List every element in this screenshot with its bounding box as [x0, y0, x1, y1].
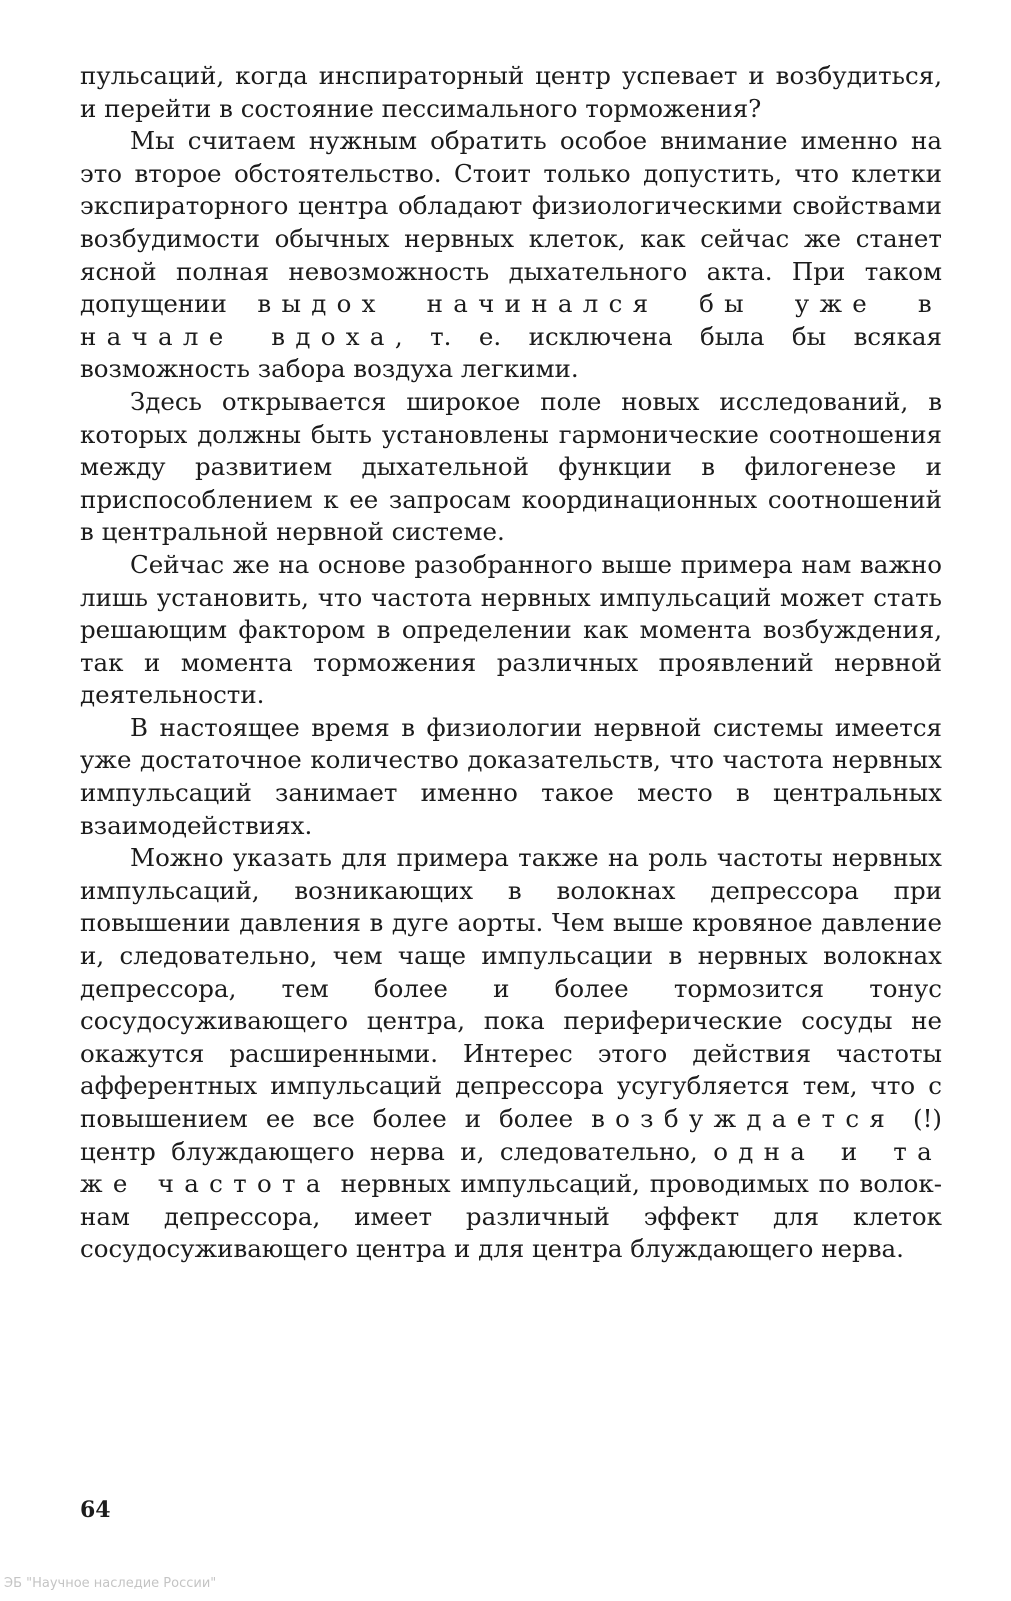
paragraph-4 — [80, 549, 942, 712]
text-run: Здесь открывается широкое поле новых исследований, в которых должны быть установлены гармонические соотношения между развитием дыхательной функции в филогенезе и приспособлением к ее запросам координационных соотношений в центральной нервной системе. — [80, 386, 942, 547]
watermark: ЭБ "Научное наследие России" — [4, 1576, 217, 1591]
page-number: 64 — [80, 1497, 111, 1523]
paragraph-1 — [80, 60, 942, 125]
spaced-emphasis: одна и та же частота — [80, 1136, 942, 1199]
page-text — [80, 60, 942, 1266]
paragraph-3 — [80, 386, 942, 549]
text-run: нервных импульсаций, проводимых по волокнам депрессора, имеет различный эффект для клеток сосудосуживающего центра и для центра блуждающего нерва. — [80, 1169, 942, 1264]
text-run: (!) центр блуждающего нерва и, следовательно, — [80, 1104, 942, 1166]
paragraph-5 — [80, 712, 942, 842]
text-run: Сейчас же на основе разобранного выше примера нам важно лишь установить, что частота нервных импульсаций может стать решающим фактором в определении как момента возбуждения, так и момента торможения различных проявлений нервной деятельности. — [80, 549, 942, 710]
text-run: Можно указать для примера также на роль частоты нервных импульсаций, возникающих в волокнах депрессора при повышении давления в дуге аорты. Чем выше кровяное давление и, следовательно, чем чаще импульсации в нервных волокнах депрессора, тем более и более тормозится тонус сосудосуживающего центра, пока периферические сосуды не окажутся расширенными. Интерес этого действия частоты афферентных импульсаций депрессора усугубляется тем, что с повышением ее все более и более — [80, 843, 942, 1133]
paragraph-2 — [80, 125, 942, 386]
spaced-emphasis: возбуждается — [591, 1104, 896, 1133]
text-run: пульсаций, когда инспираторный центр успевает и возбудиться, и перейти в состояние пессимального торможения? — [80, 61, 942, 123]
paragraph-6 — [80, 842, 942, 1266]
text-run: Мы считаем нужным обратить особое внимание именно на это второе обстоятельство. Стоит только допустить, что клетки экспираторного центра обладают физиологическими свойствами возбудимости обычных нервных клеток, как сейчас же станет ясной полная невозможность дыхательного акта. При таком допущении — [80, 126, 942, 319]
text-run: , т. е. исключена была бы всякая возможность забора воздуха легкими. — [80, 321, 942, 384]
spaced-emphasis: выдох начинался бы уже в начале вдоха — [80, 289, 942, 351]
text-run: В настоящее время в физиологии нервной системы имеется уже достаточное количество доказательств, что частота нервных импульсаций занимает именно такое место в центральных взаимодействиях. — [80, 712, 942, 840]
